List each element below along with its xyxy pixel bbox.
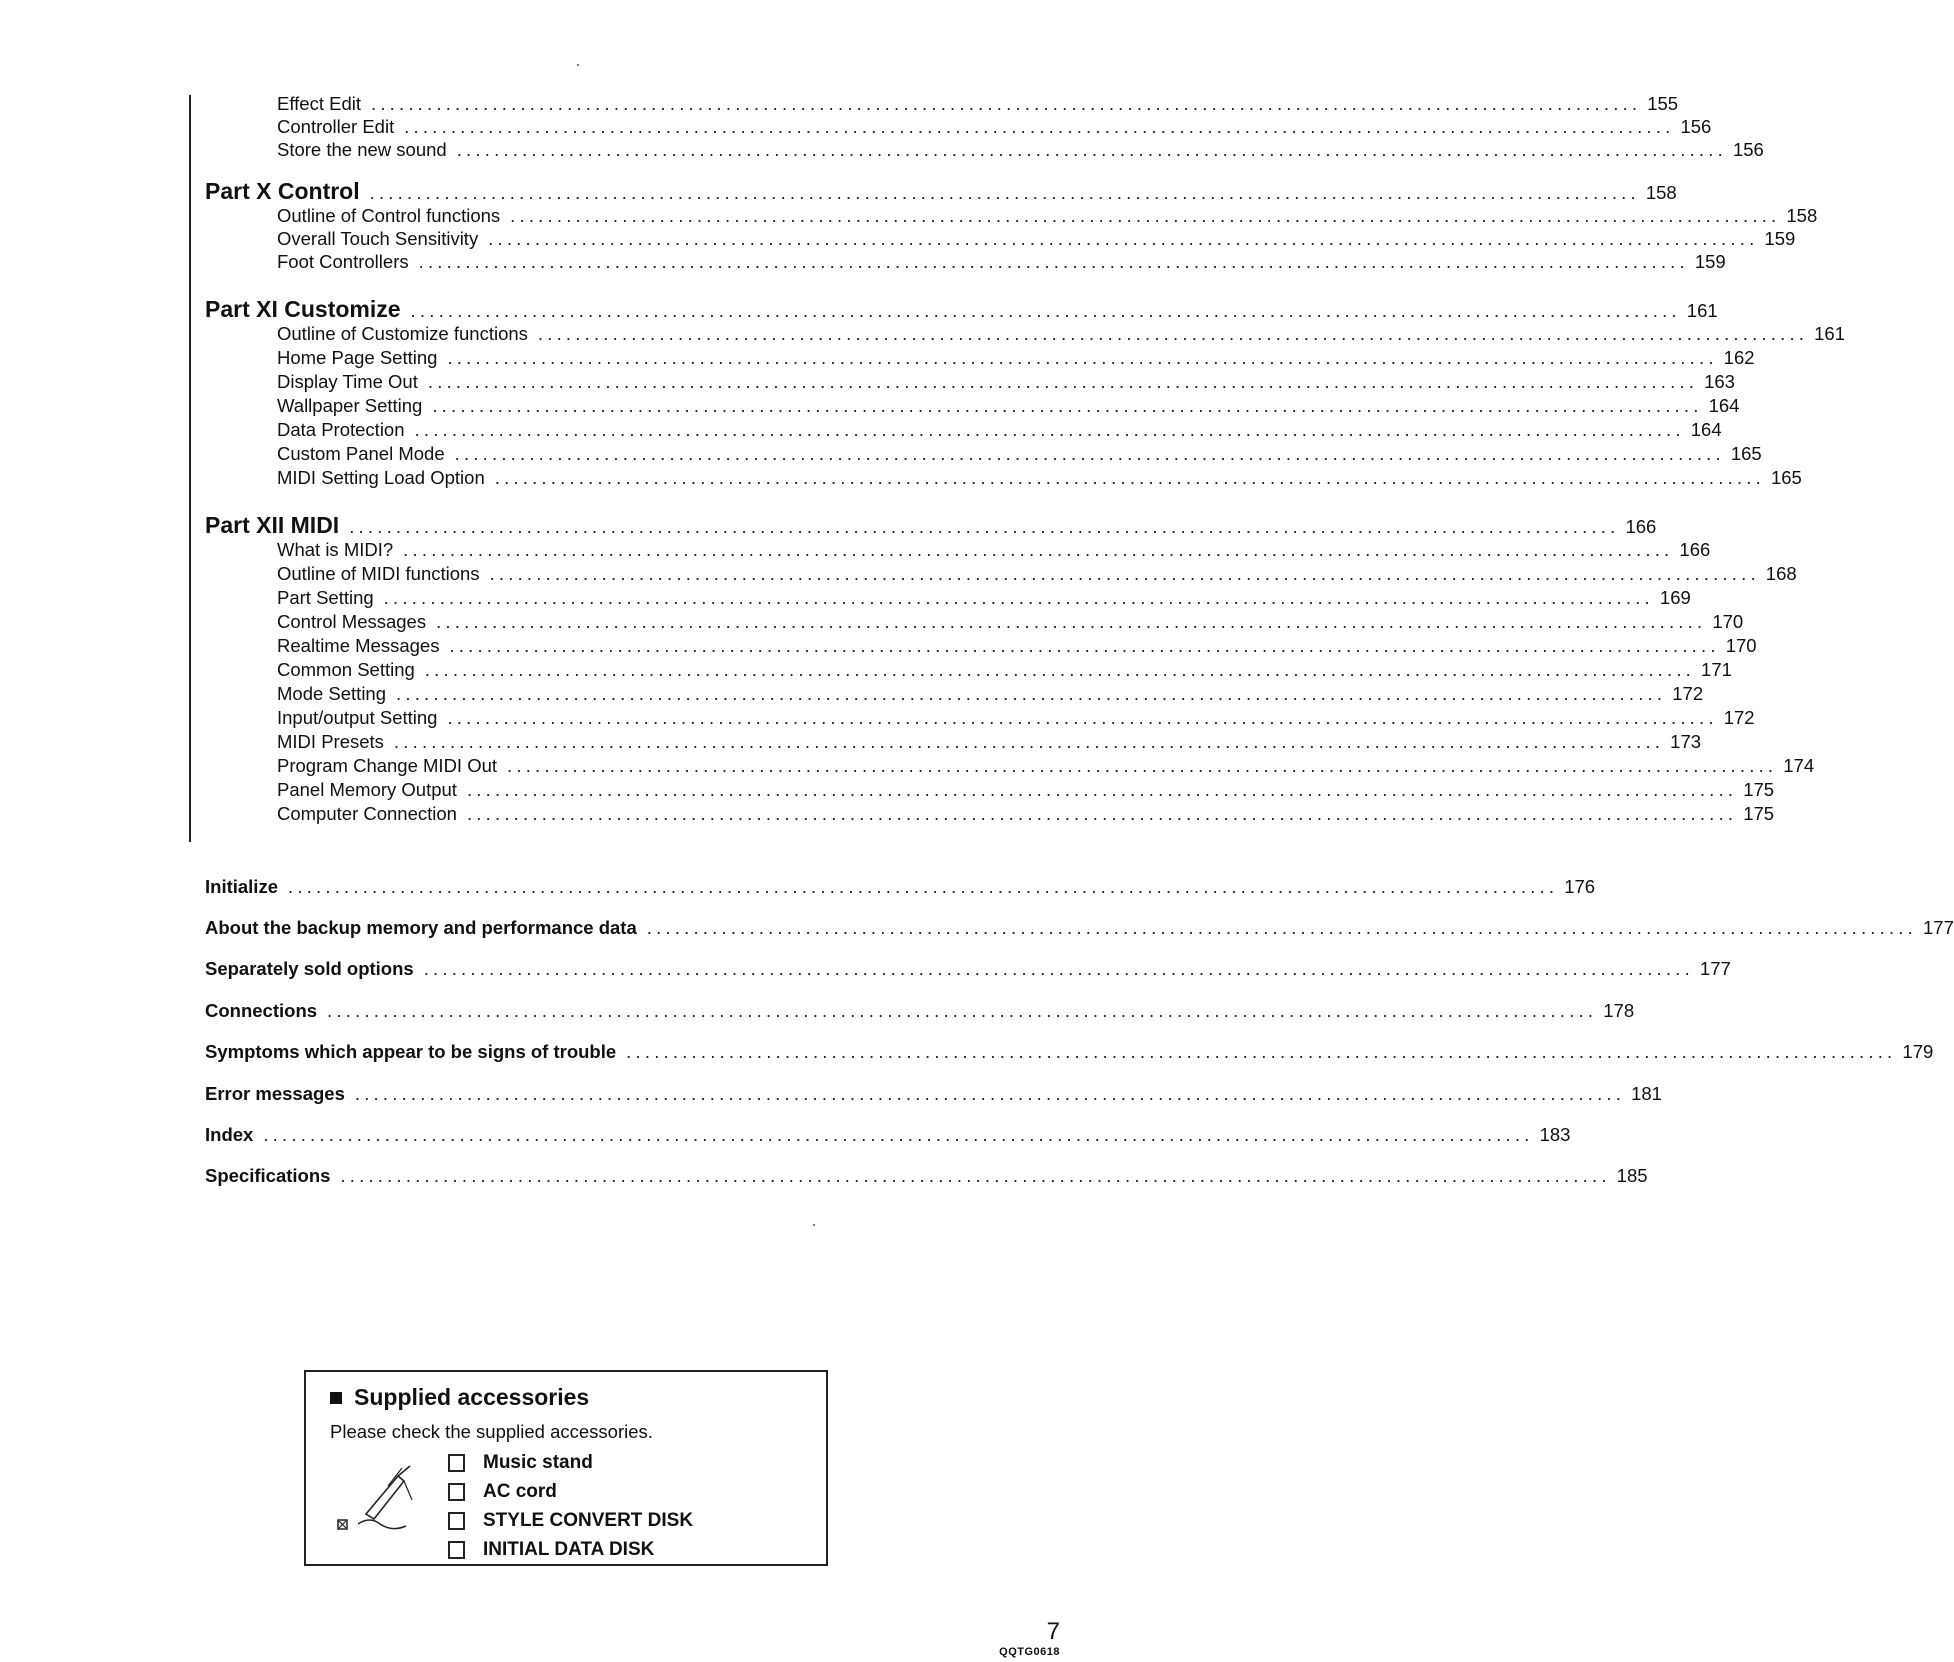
toc-back-entry[interactable]: Connections ........................................................................................................................................ 178 bbox=[205, 1000, 1635, 1021]
toc-entry[interactable]: Outline of MIDI functions ........................................................................................................................................ 168 bbox=[277, 563, 1797, 584]
toc-entry-page: 165 bbox=[1730, 443, 1762, 464]
toc-entry-label: Data Protection bbox=[277, 419, 405, 440]
toc-entry-page: 177 bbox=[1923, 917, 1954, 938]
toc-entry-label: Common Setting bbox=[277, 659, 415, 680]
toc-entry-page: 181 bbox=[1631, 1083, 1662, 1104]
toc-entry[interactable]: Controller Edit ........................................................................................................................................ 156 bbox=[277, 116, 1712, 137]
part-page: 161 bbox=[1686, 300, 1718, 321]
toc-entry-label: Mode Setting bbox=[277, 683, 387, 704]
toc-entry[interactable]: Custom Panel Mode ........................................................................................................................................ 165 bbox=[277, 443, 1762, 464]
toc-entry[interactable]: Overall Touch Sensitivity ........................................................................................................................................ 159 bbox=[277, 228, 1796, 249]
toc-entry-label: Display Time Out bbox=[277, 371, 418, 392]
toc-entry-page: 175 bbox=[1743, 779, 1775, 800]
toc-entry-label: Index bbox=[205, 1124, 254, 1145]
accessory-checklist bbox=[448, 1448, 693, 1564]
checkbox-icon[interactable] bbox=[448, 1483, 465, 1501]
toc-entry[interactable]: Common Setting ........................................................................................................................................ 171 bbox=[277, 659, 1732, 680]
toc-entry[interactable]: Program Change MIDI Out ........................................................................................................................................ 174 bbox=[277, 755, 1815, 776]
toc-entry-page: 170 bbox=[1725, 635, 1757, 656]
toc-entry-label: Outline of Control functions bbox=[277, 205, 501, 226]
toc-entry-label: MIDI Presets bbox=[277, 731, 384, 752]
toc-entry-page: 172 bbox=[1723, 707, 1755, 728]
square-bullet-icon bbox=[330, 1392, 342, 1404]
scan-speck bbox=[813, 1224, 815, 1226]
toc-entry-label: Program Change MIDI Out bbox=[277, 755, 498, 776]
accessory-item[interactable] bbox=[448, 1448, 693, 1477]
toc-entry[interactable]: Store the new sound ........................................................................................................................................ 156 bbox=[277, 139, 1764, 160]
toc-back-entry[interactable]: Specifications ........................................................................................................................................ 185 bbox=[205, 1165, 1648, 1186]
toc-entry-label: Error messages bbox=[205, 1083, 345, 1104]
toc-entry-page: 177 bbox=[1699, 958, 1731, 979]
toc-entry-label: Part Setting bbox=[277, 587, 374, 608]
toc-entry-page: 156 bbox=[1680, 116, 1712, 137]
toc-entry-page: 159 bbox=[1694, 251, 1726, 272]
accessory-label: Music stand bbox=[483, 1451, 593, 1473]
toc-part-heading[interactable]: Part X Control ........................................................................................................................................ 158 bbox=[205, 178, 1677, 204]
toc-entry[interactable]: Outline of Customize functions ........................................................................................................................................ 161 bbox=[277, 323, 1846, 344]
toc-back-entry[interactable]: About the backup memory and performance data ........................................................................................................................................ 177 bbox=[205, 917, 1954, 938]
accessory-item[interactable] bbox=[448, 1477, 693, 1506]
toc-entry[interactable]: Control Messages ........................................................................................................................................ 170 bbox=[277, 611, 1744, 632]
toc-entry[interactable]: Input/output Setting ........................................................................................................................................ 172 bbox=[277, 707, 1755, 728]
toc-entry-page: 159 bbox=[1764, 228, 1796, 249]
part-title: Part XII MIDI bbox=[205, 512, 340, 538]
toc-entry-page: 164 bbox=[1690, 419, 1722, 440]
toc-entry-page: 171 bbox=[1701, 659, 1732, 680]
toc-entry-page: 163 bbox=[1704, 371, 1735, 392]
toc-entry-page: 183 bbox=[1539, 1124, 1571, 1145]
toc-entry-label: Store the new sound bbox=[277, 139, 447, 160]
toc-entry-label: MIDI Setting Load Option bbox=[277, 467, 485, 488]
accessory-item[interactable] bbox=[448, 1506, 693, 1535]
toc-entry-page: 176 bbox=[1564, 876, 1596, 897]
part-page: 166 bbox=[1625, 516, 1657, 537]
toc-entry-label: Symptoms which appear to be signs of trouble bbox=[205, 1041, 617, 1062]
toc-entry-label: Control Messages bbox=[277, 611, 427, 632]
document-code: QQTG0618 bbox=[999, 1646, 1060, 1658]
toc-entry[interactable]: Home Page Setting ........................................................................................................................................ 162 bbox=[277, 347, 1755, 368]
toc-entry[interactable]: Foot Controllers ........................................................................................................................................ 159 bbox=[277, 251, 1726, 272]
accessories-description: Please check the supplied accessories. bbox=[330, 1421, 653, 1442]
toc-entry-page: 170 bbox=[1712, 611, 1744, 632]
toc-entry[interactable]: Wallpaper Setting ........................................................................................................................................ 164 bbox=[277, 395, 1740, 416]
toc-back-entry[interactable]: Error messages ........................................................................................................................................ 181 bbox=[205, 1083, 1662, 1104]
toc-entry-page: 166 bbox=[1679, 539, 1711, 560]
checkbox-icon[interactable] bbox=[448, 1541, 465, 1559]
checkbox-icon[interactable] bbox=[448, 1454, 465, 1472]
toc-entry-page: 169 bbox=[1659, 587, 1691, 608]
toc-part-heading[interactable]: Part XII MIDI ........................................................................................................................................ 166 bbox=[205, 512, 1657, 538]
toc-part-heading[interactable]: Part XI Customize ........................................................................................................................................ 161 bbox=[205, 296, 1718, 322]
toc-entry-label: Panel Memory Output bbox=[277, 779, 457, 800]
toc-entry[interactable]: Mode Setting ........................................................................................................................................ 172 bbox=[277, 683, 1704, 704]
toc-entry-label: Realtime Messages bbox=[277, 635, 440, 656]
toc-entry-page: 165 bbox=[1770, 467, 1802, 488]
toc-entry-page: 156 bbox=[1732, 139, 1764, 160]
accessory-label: INITIAL DATA DISK bbox=[483, 1538, 655, 1560]
toc-entry-label: Wallpaper Setting bbox=[277, 395, 423, 416]
toc-entry-page: 185 bbox=[1616, 1165, 1648, 1186]
toc-entry-label: Outline of MIDI functions bbox=[277, 563, 480, 584]
pen-checkmark-icon bbox=[336, 1464, 428, 1536]
accessory-label: AC cord bbox=[483, 1480, 557, 1502]
accessories-title: Supplied accessories bbox=[354, 1384, 590, 1410]
checkbox-icon[interactable] bbox=[448, 1512, 465, 1530]
toc-entry-label: Specifications bbox=[205, 1165, 331, 1186]
toc-entry-label: Initialize bbox=[205, 876, 278, 897]
accessories-heading bbox=[330, 1384, 589, 1411]
toc-entry[interactable]: MIDI Presets ........................................................................................................................................ 173 bbox=[277, 731, 1702, 752]
toc-entry-label: Custom Panel Mode bbox=[277, 443, 445, 464]
toc-entry-page: 175 bbox=[1743, 803, 1775, 824]
part-page: 158 bbox=[1645, 182, 1677, 203]
toc-entry[interactable]: Display Time Out ........................................................................................................................................ 163 bbox=[277, 371, 1735, 392]
toc-entry-label: What is MIDI? bbox=[277, 539, 394, 560]
toc-entry-page: 178 bbox=[1603, 1000, 1635, 1021]
toc-entry-page: 172 bbox=[1672, 683, 1704, 704]
toc-entry[interactable]: Realtime Messages ........................................................................................................................................ 170 bbox=[277, 635, 1757, 656]
toc-entry-page: 158 bbox=[1786, 205, 1818, 226]
part-title: Part XI Customize bbox=[205, 296, 401, 322]
page-number: 7 bbox=[1046, 1618, 1060, 1645]
toc-entry-page: 155 bbox=[1647, 93, 1679, 114]
toc-entry-label: Input/output Setting bbox=[277, 707, 438, 728]
toc-back-entry[interactable]: Separately sold options ........................................................................................................................................ 177 bbox=[205, 958, 1731, 979]
part-title: Part X Control bbox=[205, 178, 360, 204]
toc-entry-page: 161 bbox=[1814, 323, 1846, 344]
toc-back-entry[interactable]: Symptoms which appear to be signs of trouble ........................................................................................................................................ 179 bbox=[205, 1041, 1934, 1062]
toc-entry-page: 162 bbox=[1723, 347, 1755, 368]
toc-entry[interactable]: MIDI Setting Load Option ........................................................................................................................................ 165 bbox=[277, 467, 1802, 488]
scan-speck bbox=[577, 64, 579, 66]
toc-entry-label: Home Page Setting bbox=[277, 347, 438, 368]
toc-entry-page: 168 bbox=[1765, 563, 1797, 584]
toc-entry-label: Outline of Customize functions bbox=[277, 323, 528, 344]
toc-back-entry[interactable]: Index ........................................................................................................................................ 183 bbox=[205, 1124, 1571, 1145]
toc-entry-label: Controller Edit bbox=[277, 116, 395, 137]
toc-entry-label: Foot Controllers bbox=[277, 251, 409, 272]
toc-entry[interactable]: Effect Edit ........................................................................................................................................ 155 bbox=[277, 93, 1679, 114]
toc-entry[interactable]: Computer Connection ........................................................................................................................................ 175 bbox=[277, 803, 1775, 824]
toc-entry[interactable]: Panel Memory Output ........................................................................................................................................ 175 bbox=[277, 779, 1775, 800]
toc-entry-label: About the backup memory and performance data bbox=[205, 917, 637, 938]
toc-entry[interactable]: Outline of Control functions ........................................................................................................................................ 158 bbox=[277, 205, 1818, 226]
toc-entry-page: 174 bbox=[1783, 755, 1815, 776]
toc-entry[interactable]: What is MIDI? ........................................................................................................................................ 166 bbox=[277, 539, 1711, 560]
toc-entry-page: 173 bbox=[1670, 731, 1702, 752]
toc-entry-label: Separately sold options bbox=[205, 958, 414, 979]
accessory-item[interactable] bbox=[448, 1535, 693, 1564]
supplied-accessories-box bbox=[304, 1370, 828, 1566]
toc-entry-label: Computer Connection bbox=[277, 803, 457, 824]
toc-entry-label: Connections bbox=[205, 1000, 318, 1021]
section-divider-bar bbox=[189, 95, 191, 842]
toc-back-entry[interactable]: Initialize ........................................................................................................................................ 176 bbox=[205, 876, 1596, 897]
toc-entry-label: Overall Touch Sensitivity bbox=[277, 228, 479, 249]
toc-entry-page: 179 bbox=[1902, 1041, 1934, 1062]
toc-entry[interactable]: Part Setting ........................................................................................................................................ 169 bbox=[277, 587, 1691, 608]
toc-entry-page: 164 bbox=[1708, 395, 1740, 416]
accessory-label: STYLE CONVERT DISK bbox=[483, 1509, 694, 1531]
toc-entry-label: Effect Edit bbox=[277, 93, 361, 114]
toc-entry[interactable]: Data Protection ........................................................................................................................................ 164 bbox=[277, 419, 1722, 440]
